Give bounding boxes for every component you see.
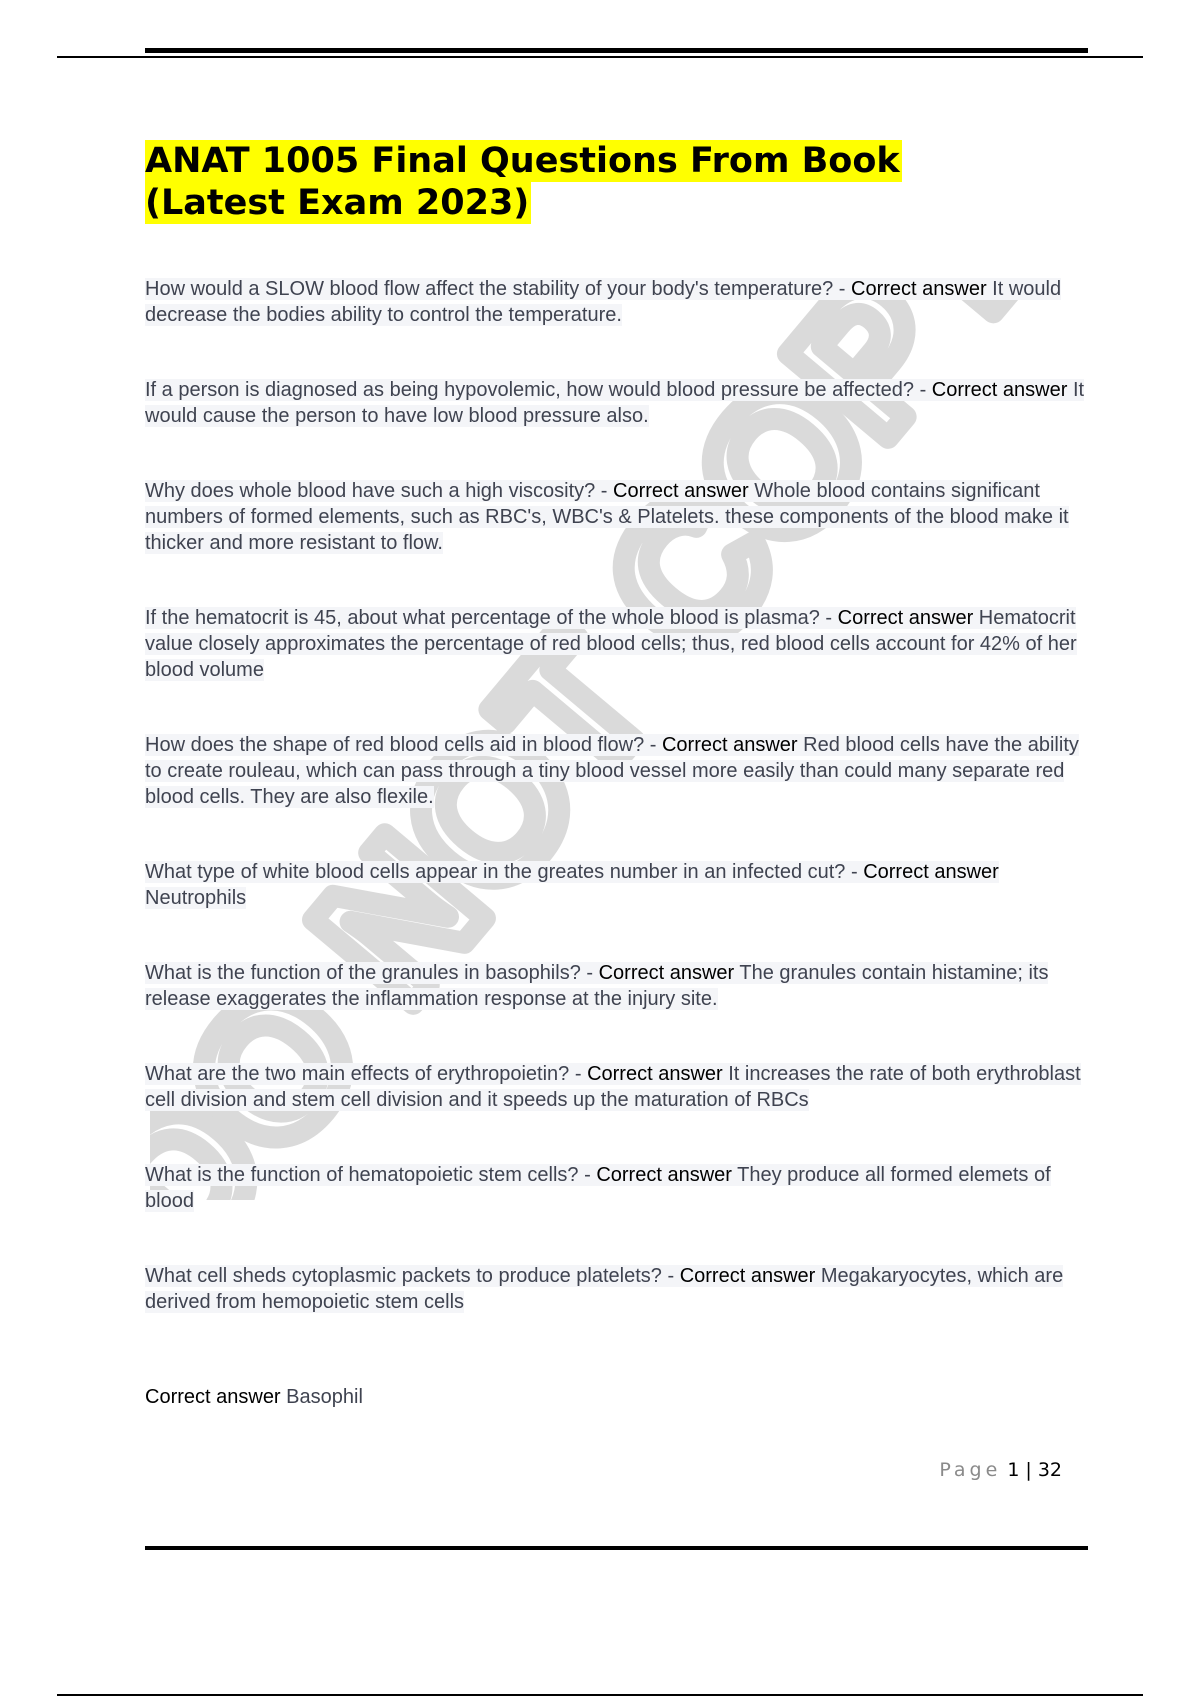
total-pages: 32 (1037, 1459, 1062, 1481)
question-text: If the hematocrit is 45, about what percentage of the whole blood is plasma? - (145, 607, 838, 629)
answer-text: Neutrophils (145, 887, 247, 909)
page-number-footer (939, 1459, 1062, 1481)
document-title (145, 140, 1045, 224)
question-text: Why does whole blood have such a high viscosity? - (145, 480, 614, 502)
answer-text: They produce all formed elemets of blood (145, 1164, 1051, 1212)
answer-text: The granules contain histamine; its release exaggerates the inflammation response at the injury site. (145, 962, 1049, 1010)
question-text: What are the two main effects of erythropoietin? - (145, 1063, 588, 1085)
qa-item (145, 276, 1090, 328)
correct-answer-label: Correct answer (587, 1063, 723, 1085)
correct-answer-label: Correct answer (931, 379, 1068, 401)
question-text: How would a SLOW blood flow affect the stability of your body's temperature? - (145, 278, 852, 300)
correct-answer-label: Correct answer (613, 480, 749, 502)
qa-item (145, 859, 1090, 911)
answer-text: Megakaryocytes, which are derived from hemopoietic stem cells (145, 1265, 1064, 1313)
qa-item (145, 478, 1090, 556)
correct-answer-label: Correct answer (679, 1265, 816, 1287)
correct-answer-label: Correct answer (598, 962, 735, 984)
top-outer-rule (57, 56, 1143, 58)
answer-text: Basophil (280, 1386, 363, 1408)
question-text: What is the function of hematopoietic stem cells? - (145, 1164, 597, 1186)
correct-answer-label: Correct answer (851, 278, 987, 300)
correct-answer-label: Correct answer (837, 607, 974, 629)
top-header-rule (145, 48, 1088, 53)
current-page-number: 1 (1007, 1459, 1020, 1481)
question-text: What cell sheds cytoplasmic packets to produce platelets? - (145, 1265, 680, 1287)
title-line-1: ANAT 1005 Final Questions From Book (145, 141, 900, 181)
answer-text: Hematocrit value closely approximates the percentage of red blood cells; thus, red blood cells account for 42% of her blood volume (145, 607, 1077, 681)
qa-item (145, 732, 1090, 810)
qa-item (145, 1061, 1090, 1113)
answer-text: It would decrease the bodies ability to control the temperature. (145, 278, 1062, 326)
qa-item (145, 605, 1090, 683)
bottom-outer-rule (57, 1694, 1143, 1696)
bottom-footer-rule (145, 1546, 1088, 1550)
question-text: If a person is diagnosed as being hypovolemic, how would blood pressure be affected? - (145, 379, 932, 401)
answer-text: It increases the rate of both erythroblast cell division and stem cell division and it speeds up the maturation of RBCs (145, 1063, 1081, 1111)
qa-item (145, 1162, 1090, 1214)
qa-list (145, 276, 1090, 1364)
page-word: Page (939, 1459, 1002, 1481)
qa-item (145, 960, 1090, 1012)
question-text: What type of white blood cells appear in the greates number in an infected cut? - (145, 861, 864, 883)
qa-last-entry (145, 1384, 363, 1410)
correct-answer-label: Correct answer (863, 861, 999, 883)
title-line-2: (Latest Exam 2023) (145, 183, 530, 223)
answer-text: Red blood cells have the ability to create rouleau, which can pass through a tiny blood vessel more easily than could many separate red blood cells. They are also flexile. (145, 734, 1079, 808)
qa-item (145, 1263, 1090, 1315)
correct-answer-label: Correct answer (145, 1386, 281, 1408)
answer-text: It would cause the person to have low blood pressure also. (145, 379, 1085, 427)
correct-answer-label: Correct answer (661, 734, 798, 756)
correct-answer-label: Correct answer (596, 1164, 732, 1186)
page-separator: | (1025, 1459, 1032, 1481)
answer-text: Whole blood contains significant numbers of formed elements, such as RBC's, WBC's & Platelets. these components of the blood make it thicker and more resistant to flow. (145, 480, 1069, 554)
question-text: What is the function of the granules in basophils? - (145, 962, 599, 984)
question-text: How does the shape of red blood cells aid in blood flow? - (145, 734, 662, 756)
qa-item (145, 377, 1090, 429)
